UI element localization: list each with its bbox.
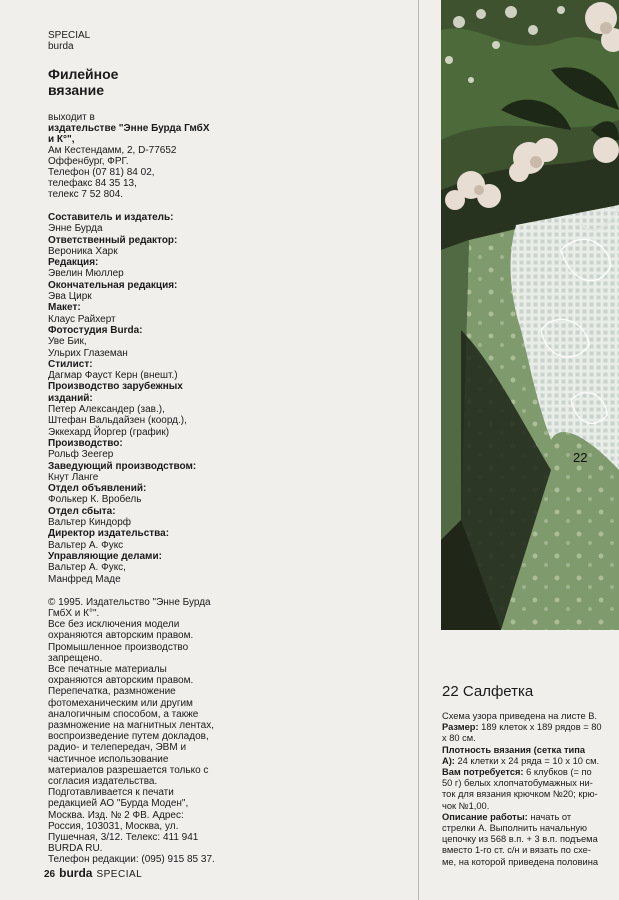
materials-value: 6 клубков (= по (523, 767, 592, 778)
publisher-line: Оффенбург, ФРГ. (48, 156, 129, 167)
masthead-role: Фотостудия Burda: (48, 324, 143, 336)
copyright-line: материалов разрешается только с (48, 764, 209, 776)
body-line: цепочку из 568 в.п. + 3 в.п. подъема (442, 834, 598, 845)
masthead-name: Дагмар Фауст Керн (внешт.) (48, 370, 178, 382)
copyright-notice (48, 597, 308, 866)
masthead-name: Эккехард Йоргер (график) (48, 426, 170, 438)
copyright-line: воспроизведение путем докладов, (48, 731, 209, 743)
copyright-line: Все печатные материалы (48, 664, 167, 676)
copyright-line: фотомеханическим или другим (48, 697, 193, 709)
copyright-line: ГмбХ и К°". (48, 608, 100, 619)
publisher-line: издательстве "Энне Бурда ГмбХ (48, 123, 210, 134)
masthead-role: Производство зарубежных (48, 381, 183, 393)
footer-special: SPECIAL (96, 869, 143, 880)
doily-photo (441, 0, 619, 630)
copyright-line: Телефон редакции: (095) 915 85 37. (48, 854, 215, 866)
publisher-line: телефакс 84 35 13, (48, 178, 137, 189)
size-value: 189 клеток x 189 рядов = 80 (478, 722, 602, 733)
materials-label: Вам потребуется: (442, 767, 524, 778)
publisher-line: Ам Кестендамм, 2, D-77652 (48, 145, 177, 156)
masthead-role: Ответственный редактор: (48, 234, 178, 246)
footer-brand: burda (59, 866, 93, 880)
copyright-line: размножение на магнитных лентах, (48, 720, 214, 732)
gauge-label: Плотность вязания (сетка типа (442, 744, 586, 755)
masthead-role: Отдел объявлений: (48, 483, 147, 495)
copyright-line: Пушечная, 3/12. Телекс: 411 941 (48, 832, 199, 844)
copyright-line: Россия, 103031, Москва, ул. (48, 820, 179, 832)
masthead-name: Петер Александер (зав.), (48, 404, 165, 416)
body-line: x 80 см. (442, 733, 476, 744)
body-line: ток для вязания крючком №20; крю- (442, 789, 598, 800)
masthead-name: Уве Бик, (48, 336, 87, 348)
masthead-name: Эва Цирк (48, 291, 92, 303)
body-line: чок №1,00. (442, 800, 490, 811)
masthead-name: Вальтер Киндорф (48, 517, 131, 529)
gauge-value: 24 клетки x 24 ряда = 10 x 10 см. (454, 755, 600, 766)
masthead-role: Макет: (48, 302, 81, 314)
copyright-line: запрещено. (48, 652, 103, 664)
body-line (442, 756, 602, 767)
body-line: стрелки А. Выполнить начальную (442, 823, 588, 834)
masthead-role: Заведующий производством: (48, 460, 197, 472)
copyright-line: охраняются авторским правом. (48, 630, 194, 642)
brand-special: SPECIAL (48, 30, 91, 41)
masthead-name: Энне Бурда (48, 223, 103, 235)
page-gutter-line (418, 0, 419, 900)
masthead-name: Ульрих Глаземан (48, 347, 128, 359)
masthead-name: Кнут Ланге (48, 471, 99, 483)
copyright-line: Все без исключения модели (48, 619, 180, 631)
copyright-line: © 1995. Издательство "Энне Бурда (48, 596, 211, 608)
title-line-2: вязание (48, 82, 104, 98)
body-line: вместо 1-го ст. с/н и вязать по схе- (442, 845, 591, 856)
copyright-line: редакцией АО "Бурда Моден", (48, 798, 189, 810)
publisher-line: выходит в (48, 112, 95, 123)
copyright-line: BURDA RU. (48, 843, 103, 855)
photo-illustration (441, 0, 619, 630)
gauge-label-end: А): (442, 755, 455, 766)
masthead-name: Клаус Райхерт (48, 313, 116, 325)
pattern-body (442, 711, 602, 868)
masthead-name: Вальтер А. Фукс (48, 539, 124, 551)
publisher-info (48, 112, 308, 200)
instructions-start: начать от (527, 811, 572, 822)
masthead-role: Отдел сбыта: (48, 505, 116, 517)
instructions-label: Описание работы: (442, 811, 528, 822)
body-line (442, 812, 602, 823)
masthead-name: Манфред Маде (48, 573, 121, 585)
body-line (442, 767, 602, 778)
masthead-name: Эвелин Мюллер (48, 268, 124, 280)
body-line: 50 г) белых хлопчатобумажных ни- (442, 778, 593, 789)
masthead-role: Директор издательства: (48, 528, 170, 540)
masthead-role: Управляющие делами: (48, 550, 162, 562)
size-label: Размер: (442, 722, 479, 733)
page-title (48, 66, 308, 98)
title-line-1: Филейное (48, 66, 119, 82)
publisher-line: Телефон (07 81) 84 02, (48, 167, 155, 178)
photo-number-label: 22 (573, 450, 588, 465)
masthead-role: Редакция: (48, 257, 99, 269)
page-footer (44, 866, 142, 880)
masthead-name: Фолькер К. Вробель (48, 494, 142, 506)
masthead-name: Вероника Харк (48, 245, 118, 257)
copyright-line: Промышленное производство (48, 641, 189, 653)
masthead-role: Окончательная редакция: (48, 279, 178, 291)
masthead-role: Стилист: (48, 358, 93, 370)
copyright-line: охраняются авторским правом. (48, 675, 194, 687)
copyright-line: согласия издательства. (48, 776, 158, 788)
pattern-title: 22 Салфетка (442, 683, 534, 700)
masthead-role: Составитель и издатель: (48, 212, 174, 223)
masthead-role: Производство: (48, 437, 123, 449)
copyright-line: частичное использование (48, 753, 169, 765)
page-number: 26 (44, 869, 56, 880)
masthead-name: Вальтер А. Фукс, (48, 562, 126, 574)
publisher-line: и К°", (48, 134, 75, 145)
masthead (48, 212, 308, 585)
masthead-name: Рольф Зеегер (48, 449, 114, 461)
masthead-name: Штефан Вальдайзен (коорд.), (48, 415, 187, 427)
copyright-line: Перепечатка, размножение (48, 686, 176, 698)
copyright-line: Москва. Изд. № 2 ФВ. Адрес: (48, 809, 184, 821)
body-line: ме, на которой приведена половина (442, 856, 599, 867)
body-line (442, 722, 602, 733)
publisher-line: телекс 7 52 804. (48, 189, 124, 200)
left-column (48, 30, 308, 866)
brand-burda: burda (48, 41, 74, 52)
masthead-role: изданий: (48, 392, 93, 404)
pattern-description (442, 683, 602, 868)
copyright-line: радио- и телепередач, ЭВМ и (48, 742, 187, 754)
copyright-line: аналогичным способом, а также (48, 708, 199, 720)
body-line: Схема узора приведена на листе В. (442, 711, 598, 721)
copyright-line: Подготавливается к печати (48, 787, 174, 799)
